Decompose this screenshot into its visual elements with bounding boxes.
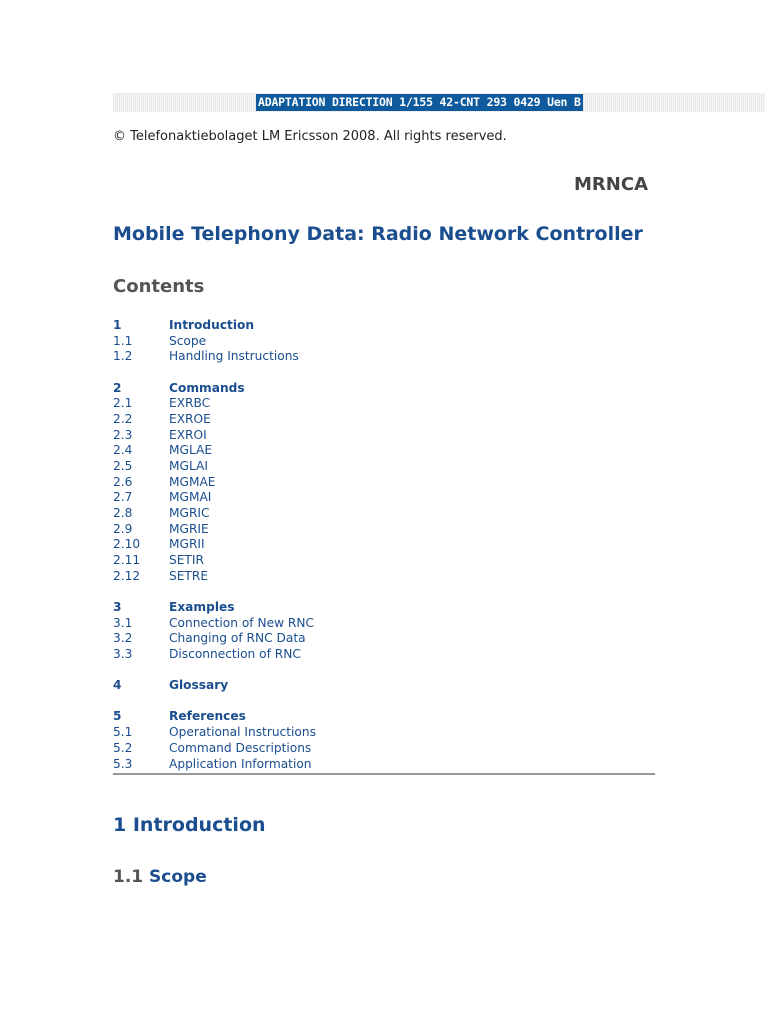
toc-number: 4 [113, 678, 122, 693]
contents-divider [113, 773, 655, 775]
toc-number: 2.4 [113, 443, 133, 458]
toc-link[interactable]: EXRBC [169, 396, 211, 411]
toc-number: 5.3 [113, 756, 133, 771]
toc-spacer [113, 585, 655, 601]
toc-number: 2.10 [113, 537, 141, 552]
toc-number: 2.2 [113, 411, 133, 426]
toc-number: 2.7 [113, 490, 133, 505]
toc-spacer [113, 365, 655, 381]
toc-link[interactable]: MGLAI [169, 459, 208, 473]
toc-link[interactable]: MGLAE [169, 443, 213, 458]
toc-link[interactable]: Handling Instructions [169, 349, 299, 364]
toc-link[interactable]: Connection of New RNC [169, 615, 315, 630]
toc-entry[interactable] [113, 506, 655, 522]
toc-link[interactable]: Disconnection of RNC [169, 647, 301, 662]
toc-entry[interactable] [113, 443, 655, 459]
toc-link[interactable]: EXROE [169, 411, 211, 426]
toc-number: 5.1 [113, 725, 133, 740]
toc-number: 5 [113, 709, 122, 724]
toc-entry[interactable] [113, 349, 655, 365]
document-name: MRNCA [574, 174, 648, 195]
toc-link[interactable]: Commands [169, 380, 245, 395]
subsection-title: Scope [149, 867, 207, 887]
toc-entry[interactable] [113, 490, 655, 506]
toc-entry[interactable] [113, 475, 655, 491]
subsection-heading-scope [113, 867, 207, 887]
toc-link[interactable]: EXROI [169, 427, 207, 442]
toc-number: 3.3 [113, 647, 133, 662]
section-title: Introduction [132, 814, 266, 836]
toc-link[interactable]: MGMAE [169, 474, 216, 489]
toc-number: 2.6 [113, 474, 133, 489]
toc-entry[interactable] [113, 459, 655, 475]
toc-link[interactable]: MGRIE [169, 521, 209, 536]
toc-spacer [113, 663, 655, 679]
toc-link[interactable]: MGMAI [169, 490, 212, 505]
toc-link[interactable]: Introduction [169, 318, 255, 332]
toc-link[interactable]: References [169, 709, 246, 724]
toc-number: 2 [113, 380, 122, 395]
toc-entry[interactable] [113, 428, 655, 444]
toc-number: 3 [113, 600, 122, 614]
toc-entry[interactable] [113, 741, 655, 757]
toc-link[interactable]: Application Information [169, 756, 312, 771]
toc-entry[interactable] [113, 631, 655, 647]
toc-chapter-entry[interactable] [113, 381, 655, 397]
page-title: Mobile Telephony Data: Radio Network Controller [113, 223, 643, 245]
toc-chapter-entry[interactable] [113, 709, 655, 725]
toc-number: 5.2 [113, 740, 133, 755]
toc-entry[interactable] [113, 725, 655, 741]
toc-entry[interactable] [113, 647, 655, 663]
toc-entry[interactable] [113, 757, 655, 773]
toc-link[interactable]: Command Descriptions [169, 740, 312, 755]
toc-number: 3.1 [113, 615, 133, 630]
toc-number: 2.11 [113, 553, 141, 568]
toc-chapter-entry[interactable] [113, 600, 655, 616]
toc-link[interactable]: SETRE [169, 568, 209, 583]
toc-number: 1 [113, 318, 122, 332]
toc-link[interactable]: MGRIC [169, 506, 210, 521]
toc-number: 2.8 [113, 506, 133, 521]
document-id-banner: ADAPTATION DIRECTION 1/155 42-CNT 293 0429 Uen B [258, 95, 581, 109]
toc-link[interactable]: Scope [169, 333, 207, 348]
toc-number: 2.3 [113, 427, 133, 442]
toc-entry[interactable] [113, 334, 655, 350]
toc-entry[interactable] [113, 553, 655, 569]
contents-heading: Contents [113, 276, 205, 297]
section-number: 1 [113, 814, 127, 836]
toc-spacer [113, 694, 655, 710]
toc-entry[interactable] [113, 412, 655, 428]
toc-number: 1.2 [113, 349, 133, 364]
toc-number: 2.9 [113, 521, 133, 536]
toc-link[interactable]: MGRII [169, 537, 205, 552]
toc-entry[interactable] [113, 616, 655, 632]
toc-number: 2.1 [113, 396, 133, 411]
toc-chapter-entry[interactable] [113, 318, 655, 334]
toc-chapter-entry[interactable] [113, 678, 655, 694]
toc-number: 2.5 [113, 459, 133, 473]
toc-entry[interactable] [113, 569, 655, 585]
toc-link[interactable]: Glossary [169, 678, 229, 693]
toc-number: 3.2 [113, 631, 133, 646]
subsection-number: 1.1 [113, 867, 144, 887]
toc-number: 2.12 [113, 568, 141, 583]
toc-link[interactable]: Changing of RNC Data [169, 631, 306, 646]
toc-entry[interactable] [113, 396, 655, 412]
toc-entry[interactable] [113, 537, 655, 553]
copyright-notice: © Telefonaktiebolaget LM Ericsson 2008. All rights reserved. [113, 129, 507, 144]
table-of-contents [113, 318, 655, 775]
toc-link[interactable]: Operational Instructions [169, 725, 316, 740]
section-heading-introduction [113, 814, 266, 836]
toc-link[interactable]: SETIR [169, 553, 204, 568]
toc-entry[interactable] [113, 522, 655, 538]
toc-link[interactable]: Examples [169, 600, 235, 614]
toc-number: 1.1 [113, 333, 133, 348]
